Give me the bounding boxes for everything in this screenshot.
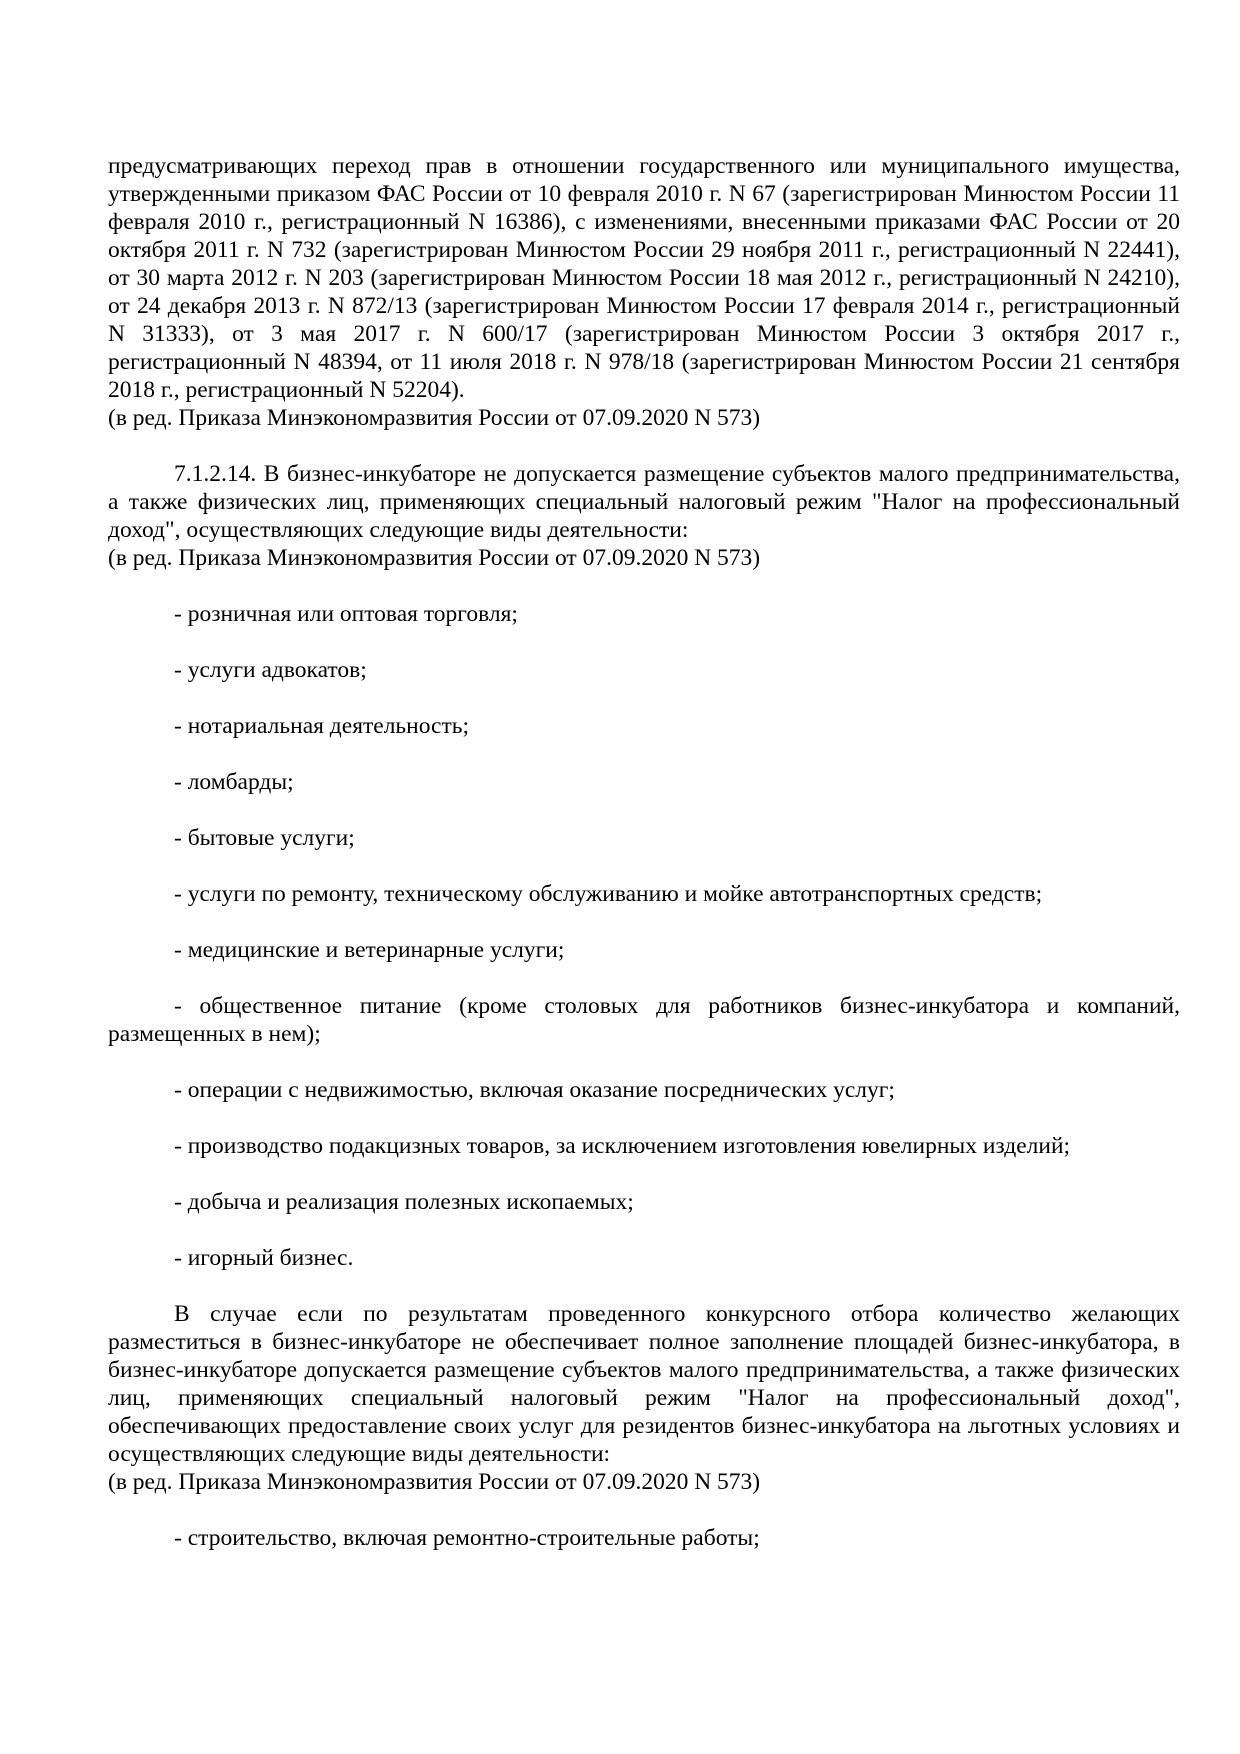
edition-note: (в ред. Приказа Минэкономразвития России от 07.09.2020 N 573) bbox=[108, 545, 761, 571]
list-item-notary-activity: - нотариальная деятельность; bbox=[174, 713, 470, 739]
edition-note: (в ред. Приказа Минэкономразвития России от 07.09.2020 N 573) bbox=[108, 405, 761, 431]
list-item-excisable-goods: - производство подакцизных товаров, за исключением изготовления ювелирных изделий; bbox=[174, 1133, 1071, 1159]
edition-note: (в ред. Приказа Минэкономразвития России от 07.09.2020 N 573) bbox=[108, 1469, 761, 1495]
list-item-household-services: - бытовые услуги; bbox=[174, 825, 355, 851]
list-item-real-estate: - операции с недвижимостью, включая оказание посреднических услуг; bbox=[174, 1077, 895, 1103]
list-item-mineral-extraction: - добыча и реализация полезных ископаемых; bbox=[174, 1189, 634, 1215]
paragraph-amendments-history: предусматривающих переход прав в отношении государственного или муниципального имущества, утвержденными приказом ФАС России от 10 февраля 2010 г. N 67 (зарегистрирован Минюстом России 11 февраля 2010 г., регистрационный N 16386), с изменениями, внесенными приказами ФАС России от 20 октября 2011 г. N 732 (зарегистрирован Минюстом России 29 ноября 2011 г., регистрационный N 22441), от 30 марта 2012 г. N 203 (зарегистрирован Минюстом России 18 мая 2012 г., регистрационный N 24210), от 24 декабря 2013 г. N 872/13 (зарегистрирован Минюстом России 17 февраля 2014 г., регистрационный N 31333), от 3 мая 2017 г. N 600/17 (зарегистрирован Минюстом России 3 октября 2017 г., регистрационный N 48394, от 11 июля 2018 г. N 978/18 (зарегистрирован Минюстом России 21 сентября 2018 г., регистрационный N 52204). bbox=[108, 153, 1180, 403]
list-item-lawyer-services: - услуги адвокатов; bbox=[174, 657, 367, 683]
paragraph-vacancy-filling: В случае если по результатам проведенного конкурсного отбора количество желающих разместиться в бизнес-инкубаторе не обеспечивает полное заполнение площадей бизнес-инкубатора, в бизнес-инкубаторе допускается размещение субъектов малого предпринимательства, а также физических лиц, применяющих специальный налоговый режим "Налог на профессиональный доход", обеспечивающих предоставление своих услуг для резидентов бизнес-инкубатора на льготных условиях и осуществляющих следующие виды деятельности: bbox=[108, 1301, 1180, 1467]
list-item-medical-veterinary: - медицинские и ветеринарные услуги; bbox=[174, 937, 565, 963]
list-item-construction: - строительство, включая ремонтно-строительные работы; bbox=[174, 1525, 760, 1551]
list-item-public-catering: - общественное питание (кроме столовых для работников бизнес-инкубатора и компаний, размещенных в нем); bbox=[108, 993, 1180, 1047]
document-content bbox=[108, 152, 1180, 1552]
list-item-vehicle-repair: - услуги по ремонту, техническому обслуживанию и мойке автотранспортных средств; bbox=[174, 881, 1043, 907]
list-item-gambling: - игорный бизнес. bbox=[174, 1245, 354, 1271]
list-item-pawnshops: - ломбарды; bbox=[174, 769, 294, 795]
list-item-retail-trade: - розничная или оптовая торговля; bbox=[174, 601, 518, 627]
section-paragraph-7-1-2-14: 7.1.2.14. В бизнес-инкубаторе не допускается размещение субъектов малого предпринимательства, а также физических лиц, применяющих специальный налоговый режим "Налог на профессиональный доход", осуществляющих следующие виды деятельности: bbox=[108, 461, 1180, 543]
